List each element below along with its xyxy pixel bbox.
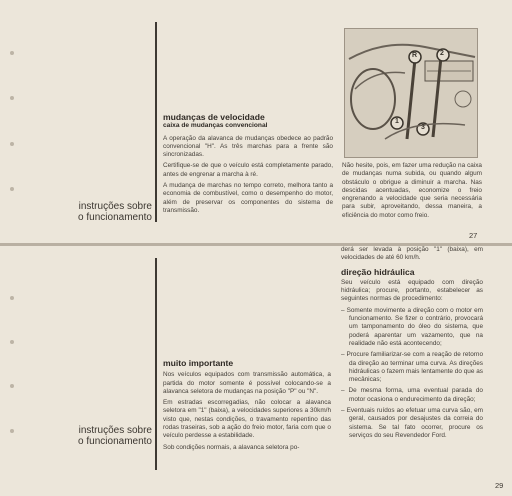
paragraph: Nos veículos equipados com transmissão automática, a partida do motor somente é possível colocando-se a alavanca seletora de mudanças na posição "P" ou "N".	[163, 371, 331, 395]
side-title-line: instruções sobre	[78, 201, 152, 212]
binder-hole	[10, 142, 14, 146]
section-title: direção hidráulica	[341, 266, 415, 277]
side-title	[66, 201, 152, 223]
binder-hole	[10, 296, 14, 300]
callout-label: 3	[421, 124, 425, 131]
left-column	[163, 113, 333, 218]
list-item: – Eventuais ruídos ao efetuar uma curva são, em geral, causados por desajustes da correia do sistema. Se tal fato ocorrer, procure os serviços do seu Revendedor Ford.	[341, 407, 483, 439]
list-item-text: De mesma forma, uma eventual parada do motor ocasiona o endurecimento da direção;	[348, 387, 483, 403]
dashboard-drawing	[345, 29, 477, 157]
page-number: 27	[469, 231, 478, 240]
paragraph: A operação da alavanca de mudanças obedece ao padrão convencional "H". As três marchas para a frente são sincronizadas.	[163, 134, 333, 159]
section-divider	[155, 22, 157, 222]
binder-hole	[10, 51, 14, 55]
paragraph: Certifique-se de que o veículo está completamente parado, antes de engrenar a marcha à ré.	[163, 162, 333, 178]
binder-hole	[10, 187, 14, 191]
paragraph: A mudança de marchas no tempo correto, melhora tanto a economia de combustível, como o desempenho do motor, além de preservar os componentes do sistema de transmissão.	[163, 182, 333, 214]
right-column	[342, 162, 482, 223]
side-title	[66, 425, 152, 447]
callout-label: R	[412, 52, 418, 59]
paragraph: Não hesite, pois, em fazer uma redução na caixa de mudanças numa subida, ou quando algum obstáculo o obrigue a diminuir a marcha. Nas descidas acentuadas, economize o freio engrenando a velocidade que seria necessária para subir, aproveitando, dessa maneira, a eficiência do motor como freio.	[342, 162, 482, 219]
paragraph: derá ser levada à posição "1" (baixa), em velocidades de até 60 km/h.	[341, 246, 483, 262]
list-item: – Somente movimente a direção com o motor em funcionamento. Se fizer o contrário, provocará um tamponamento do óleo do sistema, que poderá aparentar um vazamento, que na realidade não está acontecendo;	[341, 306, 483, 347]
callout-label: 2	[440, 50, 444, 57]
gear-shift-illustration	[344, 28, 478, 158]
paragraph: Em estradas escorregadias, não colocar a alavanca seletora em "1" (baixa), a velocidades superiores a 30km/h visto que, nestas condições, o travamento repentino das rodas traseiras, sob a ação do freio motor, faria com que o veículo perdesse a estabilidade.	[163, 399, 331, 440]
paragraph: Sob condições normais, a alavanca seletora po-	[163, 443, 300, 451]
list-item: – Procure familiarizar-se com a reação de retorno da direção ao terminar uma curva. As direções hidráulicas o fazem mais lentamente do que as mecânicas;	[341, 351, 483, 384]
section-subtitle: caixa de mudanças convencional	[163, 122, 268, 130]
page-number: 29	[495, 481, 504, 490]
section-title: muito importante	[163, 358, 234, 368]
binder-hole	[10, 340, 14, 344]
side-title-line: o funcionamento	[78, 212, 152, 223]
bottom-page	[0, 246, 512, 496]
binder-hole	[10, 96, 14, 100]
list-item-text: Eventuais ruídos ao efetuar uma curva são, em geral, causados por desajustes da correia do sistema. Se tal fato ocorrer, procure os serviços do seu Revendedor Ford.	[346, 407, 483, 439]
paragraph: Seu veículo está equipado com direção hidráulica; procure, portanto, estabelecer as seguintes normas de procedimento:	[341, 278, 483, 303]
section-title: mudanças de velocidade	[163, 112, 265, 122]
list-item-text: Somente movimente a direção com o motor em funcionamento. Se fizer o contrário, provocará um tamponamento do óleo do sistema, que poderá aparentar um vazamento, que na realidade não está acontecendo;	[346, 306, 483, 347]
list-item: – De mesma forma, uma eventual parada do motor ocasiona o endurecimento da direção;	[341, 387, 483, 403]
binder-hole	[10, 384, 14, 388]
section-divider	[155, 258, 157, 470]
callout-label: 1	[395, 118, 399, 125]
side-title-line: instruções sobre	[78, 425, 152, 436]
top-page	[0, 0, 512, 244]
binder-hole	[10, 429, 14, 433]
right-column	[341, 246, 483, 443]
side-title-line: o funcionamento	[78, 436, 152, 447]
left-column	[163, 359, 331, 455]
list-item-text: Procure familiarizar-se com a reação de retorno da direção ao terminar uma curva. As direções hidráulicas o fazem mais lentamente do que as mecânicas;	[346, 351, 483, 384]
